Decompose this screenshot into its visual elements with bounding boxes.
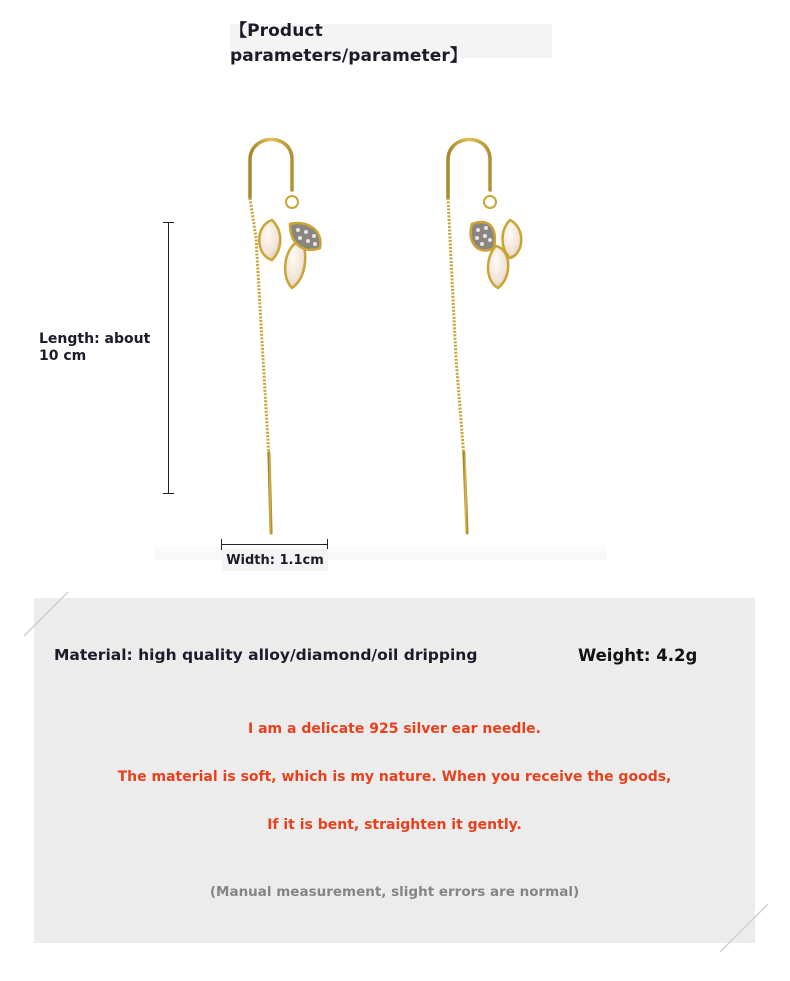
note-line-2: The material is soft, which is my nature. When you receive the goods, [117,769,672,785]
material-text: Material: high quality alloy/diamond/oil dripping [54,646,478,664]
width-label: Width: 1.1cm [222,549,328,571]
note-line-3: If it is bent, straighten it gently. [267,817,522,833]
earring-right-image [432,128,532,538]
note-line-1: I am a delicate 925 silver ear needle. [248,721,541,737]
decorative-slash-top-left [20,588,72,640]
page-title: 【Product parameters/parameter】 [230,24,552,58]
width-dimension-line [221,544,328,545]
decorative-slash-bottom-right [716,900,772,956]
earring-left-image [236,128,336,538]
weight-text: Weight: 4.2g [578,646,698,665]
measurement-disclaimer: (Manual measurement, slight errors are normal) [209,884,580,900]
length-label: Length: about 10 cm [39,331,151,364]
